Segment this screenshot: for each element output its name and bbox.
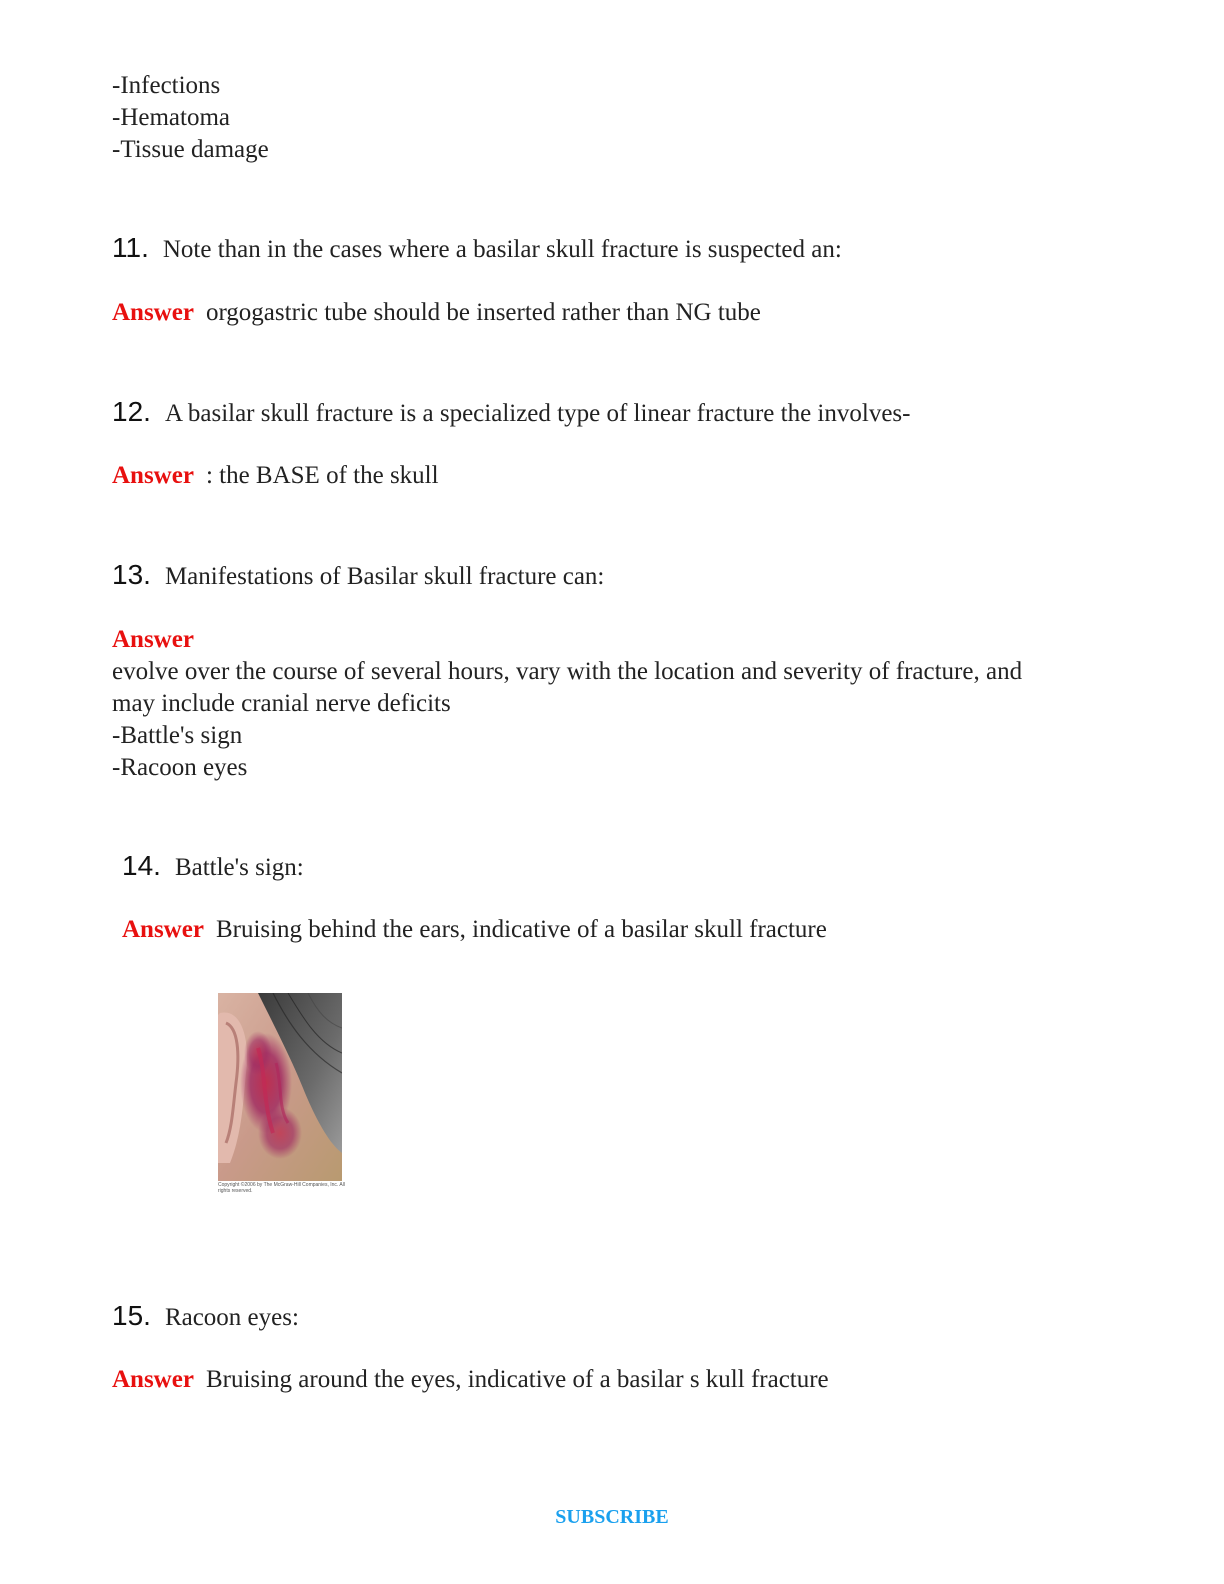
question-text: Note than in the cases where a basilar skull fracture is suspected an: bbox=[162, 236, 842, 263]
photo-caption: Copyright ©2006 by The McGraw-Hill Companies, Inc. All rights reserved. bbox=[218, 1182, 345, 1194]
answer-12 bbox=[112, 460, 439, 492]
question-12 bbox=[112, 396, 910, 430]
answer-label: Answer bbox=[112, 462, 194, 489]
question-15 bbox=[112, 1300, 299, 1334]
question-13 bbox=[112, 559, 604, 593]
list-item-hematoma: -Hematoma bbox=[112, 104, 231, 131]
answer-text: orgogastric tube should be inserted rather than NG tube bbox=[205, 299, 761, 326]
answer-15 bbox=[112, 1364, 829, 1396]
answer-13-line-1: evolve over the course of several hours, vary with the location and severity of fracture, and bbox=[112, 658, 1023, 685]
question-number: 12. bbox=[112, 396, 151, 427]
battles-sign-photo bbox=[218, 993, 342, 1181]
answer-13-line-4: -Racoon eyes bbox=[112, 754, 248, 781]
question-14 bbox=[122, 850, 304, 884]
question-text: Racoon eyes: bbox=[164, 1304, 299, 1331]
question-number: 13. bbox=[112, 559, 151, 590]
answer-text: Bruising behind the ears, indicative of a basilar skull fracture bbox=[215, 916, 827, 943]
question-11 bbox=[112, 232, 842, 266]
question-number: 15. bbox=[112, 1300, 151, 1331]
question-text: Battle's sign: bbox=[174, 854, 304, 881]
answer-13-line-3: -Battle's sign bbox=[112, 722, 243, 749]
answer-label: Answer bbox=[112, 626, 194, 653]
answer-text: : the BASE of the skull bbox=[205, 462, 439, 489]
answer-14 bbox=[122, 914, 827, 946]
answer-13-line-2: may include cranial nerve deficits bbox=[112, 690, 451, 717]
answer-label: Answer bbox=[112, 299, 194, 326]
list-item-tissue-damage: -Tissue damage bbox=[112, 136, 269, 163]
question-text: Manifestations of Basilar skull fracture can: bbox=[164, 563, 605, 590]
list-item-infections: -Infections bbox=[112, 72, 221, 99]
answer-11 bbox=[112, 297, 761, 329]
subscribe-link[interactable]: SUBSCRIBE bbox=[555, 1506, 669, 1528]
question-number: 11. bbox=[112, 232, 149, 263]
question-text: A basilar skull fracture is a specialized type of linear fracture the involves- bbox=[164, 400, 911, 427]
question-number: 14. bbox=[122, 850, 161, 881]
answer-label: Answer bbox=[122, 916, 204, 943]
answer-text: Bruising around the eyes, indicative of a basilar s kull fracture bbox=[205, 1366, 829, 1393]
answer-label: Answer bbox=[112, 1366, 194, 1393]
answer-13-label bbox=[112, 624, 206, 656]
